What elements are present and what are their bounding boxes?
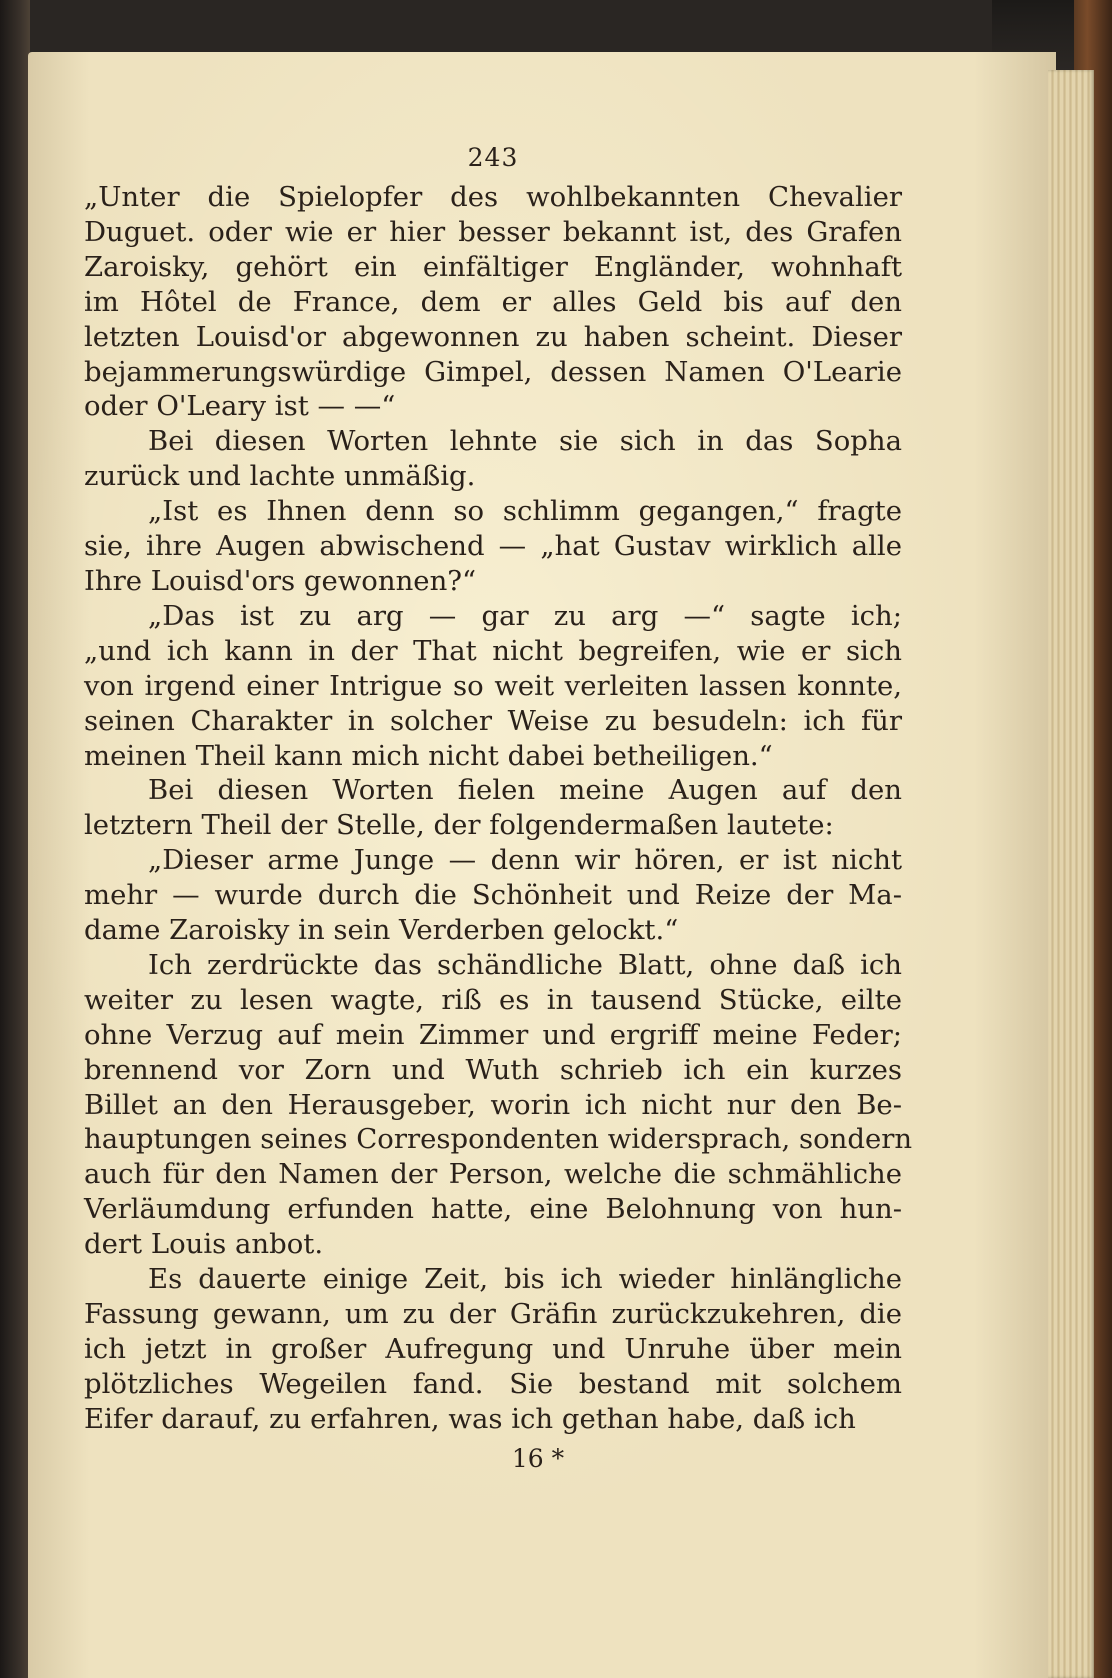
text-line: Verläumdung erfunden hatte, eine Belohnung von hun-	[84, 1193, 902, 1226]
text-line: ich jetzt in großer Aufregung und Unruhe über mein	[84, 1332, 902, 1365]
paragraph	[84, 180, 902, 424]
text-line: hauptungen seines Correspondenten widersprach, sondern	[84, 1123, 913, 1156]
text-line: oder O'Leary ist — —“	[84, 390, 396, 423]
text-line: brennend vor Zorn und Wuth schrieb ich ein kurzes	[84, 1053, 902, 1086]
text-line: letztern Theil der Stelle, der folgendermaßen lautete:	[84, 809, 834, 842]
paragraph	[84, 843, 902, 948]
page-edges	[1048, 70, 1094, 1678]
text-line: Fassung gewann, um zu der Gräfin zurückzukehren, die	[84, 1298, 902, 1330]
text-line: „Unter die Spielopfer des wohlbekannten Chevalier	[84, 181, 902, 213]
text-line: sie, ihre Augen abwischend — „hat Gustav wirklich alle	[84, 530, 902, 563]
text-line: seinen Charakter in solcher Weise zu besudeln: ich für	[84, 704, 902, 737]
text-line: meinen Theil kann mich nicht dabei betheiligen.“	[84, 739, 773, 772]
text-line: „Ist es Ihnen denn so schlimm gegangen,“ fragte	[148, 495, 902, 528]
text-line: dame Zaroisky in sein Verderben gelockt.“	[84, 914, 679, 947]
page-number: 243	[467, 143, 519, 172]
text-line: Bei diesen Worten lehnte sie sich in das Sopha	[148, 425, 902, 458]
text-line: Es dauerte einige Zeit, bis ich wieder hinlängliche	[148, 1263, 902, 1296]
text-line: bejammerungswürdige Gimpel, dessen Namen O'Learie	[84, 355, 902, 388]
text-line: „Dieser arme Junge — denn wir hören, er ist nicht	[148, 844, 902, 877]
text-line: zurück und lachte unmäßig.	[84, 460, 476, 493]
paragraph	[84, 773, 902, 843]
text-line: mehr — wurde durch die Schönheit und Reize der Ma-	[84, 879, 902, 912]
text-line: im Hôtel de France, dem er alles Geld bis auf den	[84, 285, 902, 318]
text-line: ohne Verzug auf mein Zimmer und ergriff meine Feder;	[84, 1018, 902, 1051]
text-line: von irgend einer Intrigue so weit verleiten lassen konnte,	[84, 669, 902, 702]
text-line: letzten Louisd'or abgewonnen zu haben scheint. Dieser	[84, 320, 902, 353]
text-line: Zaroisky, gehört ein einfältiger Engländer, wohnhaft	[84, 250, 902, 283]
paragraph	[84, 948, 913, 1262]
text-line: weiter zu lesen wagte, riß es in tausend Stücke, eilte	[84, 983, 902, 1016]
text-line: „Das ist zu arg — gar zu arg —“ sagte ich;	[148, 599, 902, 632]
signature-mark: 16 *	[511, 1443, 565, 1473]
text-line: Eifer darauf, zu erfahren, was ich gethan habe, daß ich	[84, 1402, 856, 1435]
text-line: dert Louis anbot.	[84, 1228, 324, 1261]
text-line: auch für den Namen der Person, welche die schmähliche	[84, 1158, 902, 1191]
paragraph	[84, 494, 902, 599]
paragraph	[84, 424, 902, 494]
text-line: Ich zerdrückte das schändliche Blatt, ohne daß ich	[148, 948, 902, 981]
text-line: Billet an den Herausgeber, worin ich nicht nur den Be-	[84, 1088, 902, 1121]
book-cover-left	[0, 0, 30, 1678]
text-line: Ihre Louisd'ors gewonnen?“	[84, 564, 477, 597]
paragraph	[84, 1262, 902, 1437]
page-text-block	[84, 138, 913, 1477]
paragraph	[84, 599, 902, 774]
text-line: plötzliches Wegeilen fand. Sie bestand mit solchem	[84, 1367, 902, 1400]
paragraphs	[84, 180, 913, 1437]
text-line: „und ich kann in der That nicht begreifen, wie er sich	[84, 634, 902, 667]
text-line: Duguet. oder wie er hier besser bekannt ist, des Grafen	[84, 215, 902, 248]
text-line: Bei diesen Worten fielen meine Augen auf den	[148, 774, 902, 807]
